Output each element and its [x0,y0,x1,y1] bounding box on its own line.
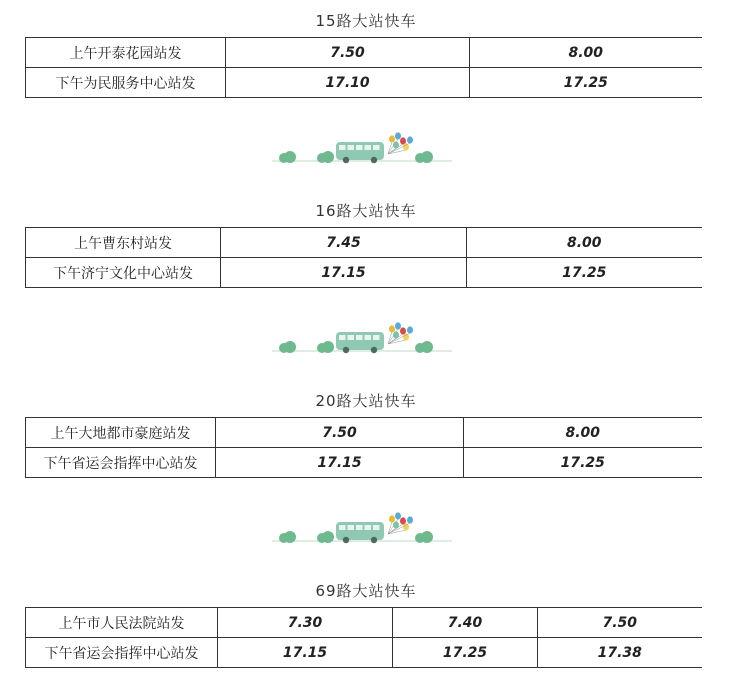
table-row [26,608,702,638]
time-cell: 17.25 [464,448,702,478]
time-cell: 8.00 [470,38,702,68]
bus-window-icon [356,525,363,530]
table-row [26,38,702,68]
balloon-icon [393,521,399,528]
time-cell: 7.40 [393,608,538,638]
bus-window-icon [373,145,380,150]
bus-window-icon [356,335,363,340]
time-cell: 7.50 [216,418,464,448]
bush-icon [322,531,334,543]
balloon-icon [403,333,409,340]
balloon-icon [395,512,401,519]
time-cell: 17.38 [538,638,702,668]
bus-window-icon [339,525,346,530]
balloon-icon [389,325,395,332]
wheel-icon [371,157,377,163]
table-row [26,448,702,478]
bus-window-icon [356,145,363,150]
time-cell: 7.50 [226,38,470,68]
bush-icon [421,531,433,543]
bus-window-icon [373,525,380,530]
time-cell: 17.25 [467,258,702,288]
schedule-table [25,417,702,478]
table-row [26,258,702,288]
wheel-icon [371,347,377,353]
stop-cell: 上午开泰花园站发 [26,38,226,68]
bush-icon [284,341,296,353]
bus-window-icon [365,145,372,150]
time-cell: 8.00 [467,228,702,258]
schedule-table [25,227,702,288]
balloon-icon [403,523,409,530]
balloon-icon [389,135,395,142]
time-cell: 17.10 [226,68,470,98]
bus-decoration [270,132,460,172]
balloon-icon [395,322,401,329]
bus-illustration-icon [270,132,460,172]
bush-icon [322,151,334,163]
schedule-table [25,37,702,98]
schedule-table [25,607,702,668]
time-cell: 8.00 [464,418,702,448]
stop-cell: 上午大地都市豪庭站发 [26,418,216,448]
bus-window-icon [339,145,346,150]
balloon-icon [407,516,413,523]
stop-cell: 上午曹东村站发 [26,228,221,258]
wheel-icon [371,537,377,543]
time-cell: 17.15 [216,448,464,478]
bus-window-icon [348,145,355,150]
time-cell: 17.25 [470,68,702,98]
balloon-icon [393,331,399,338]
bus-window-icon [348,335,355,340]
bus-window-icon [339,335,346,340]
balloon-icon [403,143,409,150]
bus-window-icon [365,335,372,340]
bus-window-icon [365,525,372,530]
wheel-icon [343,347,349,353]
balloon-icon [407,326,413,333]
route-title: 15路大站快车 [315,12,417,30]
balloon-icon [400,327,406,334]
route-title: 20路大站快车 [315,392,417,410]
time-cell: 7.45 [221,228,467,258]
table-row [26,228,702,258]
time-cell: 7.30 [218,608,393,638]
stop-cell: 下午为民服务中心站发 [26,68,226,98]
wheel-icon [343,157,349,163]
bus-icon [336,142,384,160]
time-cell: 7.50 [538,608,702,638]
wheel-icon [343,537,349,543]
bush-icon [284,151,296,163]
route-title: 16路大站快车 [315,202,417,220]
bus-window-icon [348,525,355,530]
balloon-icon [389,515,395,522]
bus-window-icon [373,335,380,340]
time-cell: 17.15 [218,638,393,668]
balloon-icon [407,136,413,143]
stop-cell: 下午省运会指挥中心站发 [26,638,218,668]
bus-icon [336,332,384,350]
bush-icon [421,341,433,353]
bus-illustration-icon [270,512,460,552]
table-row [26,418,702,448]
stop-cell: 下午省运会指挥中心站发 [26,448,216,478]
route-title: 69路大站快车 [315,582,417,600]
table-row [26,68,702,98]
bus-decoration [270,322,460,362]
balloon-icon [395,132,401,139]
bush-icon [421,151,433,163]
bus-decoration [270,512,460,552]
bush-icon [284,531,296,543]
balloon-icon [400,517,406,524]
time-cell: 17.25 [393,638,538,668]
balloon-icon [400,137,406,144]
table-row [26,638,702,668]
bus-icon [336,522,384,540]
stop-cell: 上午市人民法院站发 [26,608,218,638]
bus-illustration-icon [270,322,460,362]
balloon-icon [393,141,399,148]
time-cell: 17.15 [221,258,467,288]
bush-icon [322,341,334,353]
stop-cell: 下午济宁文化中心站发 [26,258,221,288]
